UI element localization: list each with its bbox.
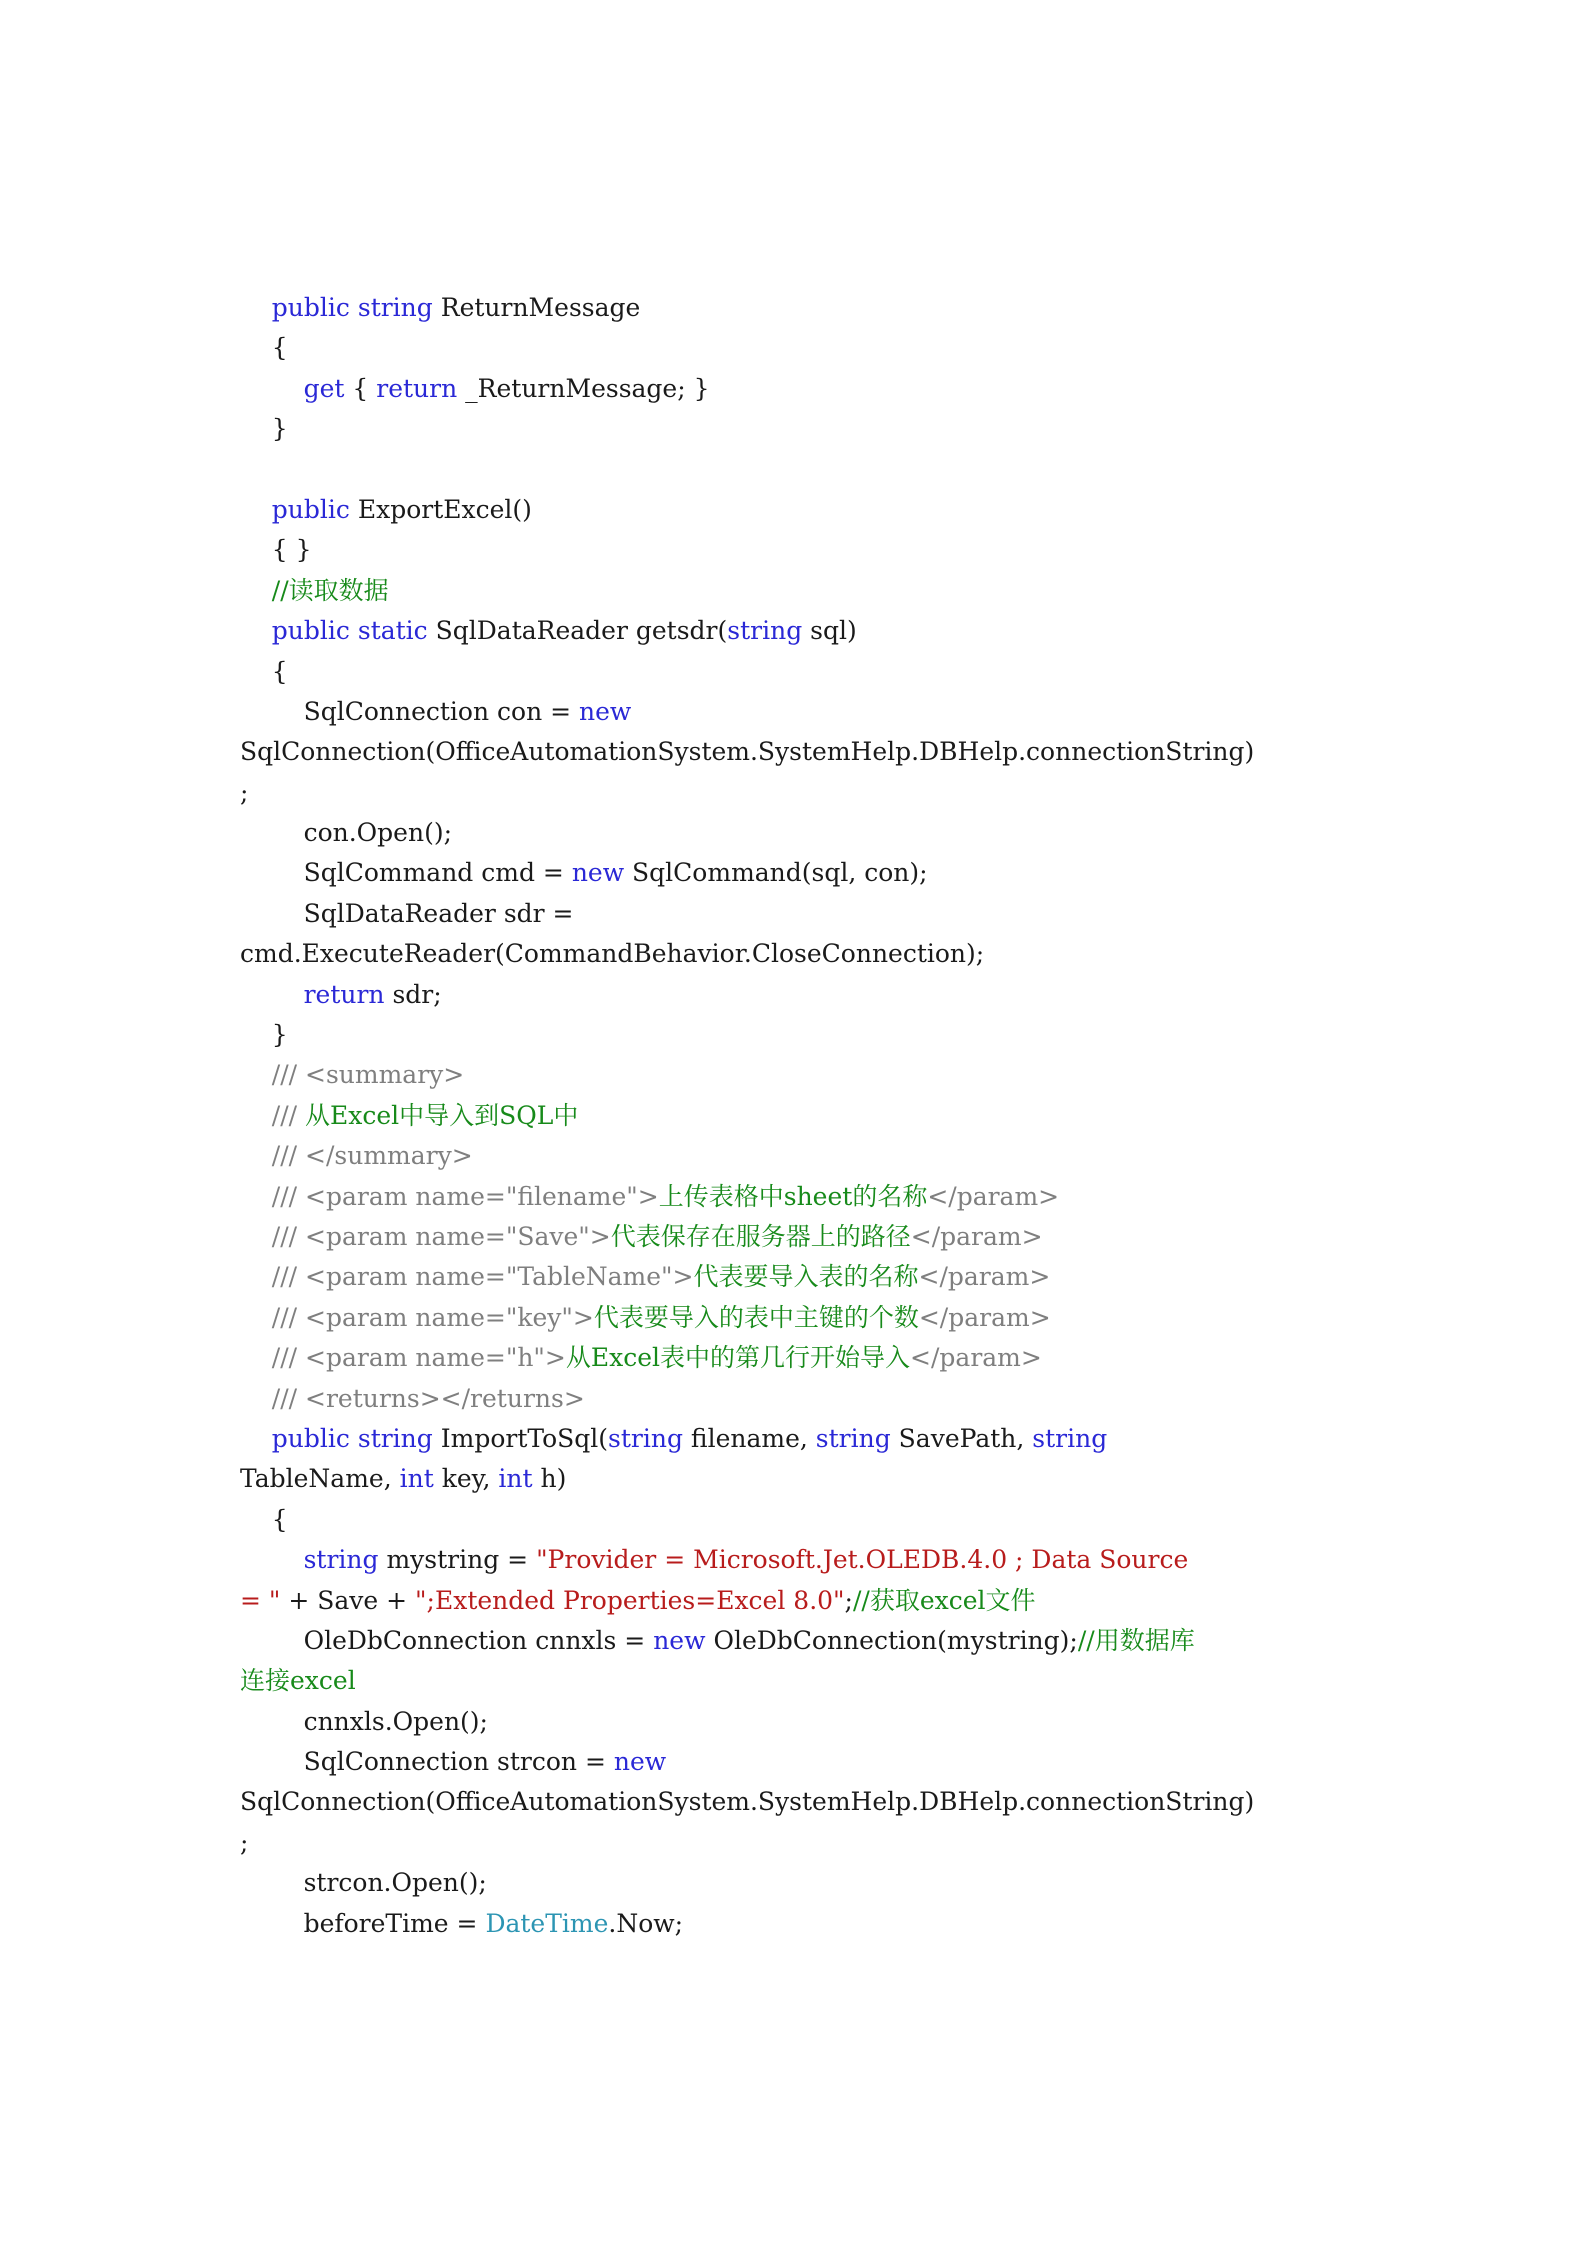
code-text: strcon.Open(); — [240, 1868, 487, 1898]
code-text: { } — [240, 535, 312, 565]
code-line — [240, 1257, 1370, 1297]
doc-comment-token: /// <summary> — [271, 1060, 465, 1090]
code-text: } — [240, 414, 288, 444]
code-text: TableName, — [240, 1464, 400, 1494]
code-line — [240, 975, 1370, 1015]
doc-comment-token: </param> — [918, 1262, 1051, 1292]
code-text — [350, 1424, 358, 1453]
code-text — [240, 1343, 272, 1372]
code-text: + Save + — [280, 1585, 416, 1615]
code-text — [240, 1141, 272, 1170]
code-line — [240, 1863, 1370, 1903]
code-line — [240, 611, 1370, 651]
doc-comment-token: /// <param name="filename"> — [271, 1181, 659, 1211]
keyword-token: int — [399, 1464, 434, 1494]
doc-comment-token: /// <returns></returns> — [271, 1383, 585, 1413]
code-text: mystring = — [378, 1545, 537, 1575]
code-text: key, — [433, 1464, 499, 1494]
code-line — [240, 1419, 1370, 1459]
keyword-token: return — [303, 979, 385, 1009]
comment-token: 代表保存在服务器上的路径 — [610, 1221, 911, 1251]
code-line — [240, 369, 1370, 409]
code-text — [350, 293, 358, 322]
code-text — [240, 293, 272, 322]
code-text: SqlCommand(sql, con); — [624, 858, 928, 888]
code-text — [240, 1262, 272, 1291]
comment-token: //读取数据 — [271, 575, 389, 605]
code-text: cnnxls.Open(); — [240, 1706, 488, 1736]
code-text: sdr; — [384, 979, 442, 1009]
code-text: ; — [240, 777, 249, 807]
code-text: sql) — [802, 616, 857, 646]
comment-token: 代表要导入表的名称 — [693, 1262, 919, 1292]
code-text — [240, 495, 272, 524]
keyword-token: get — [303, 373, 345, 403]
code-text — [240, 980, 304, 1009]
code-text: ImportToSql( — [432, 1423, 609, 1453]
keyword-token: public — [271, 494, 350, 524]
code-line — [240, 288, 1370, 328]
code-line — [240, 773, 1370, 813]
code-line — [240, 1500, 1370, 1540]
code-text: cmd.ExecuteReader(CommandBehavior.CloseConnection); — [240, 939, 985, 969]
code-line — [240, 1459, 1370, 1499]
code-line — [240, 853, 1370, 893]
code-text: beforeTime = — [240, 1908, 486, 1938]
comment-token: 上传表格中sheet的名称 — [658, 1181, 928, 1211]
code-text: SqlConnection(OfficeAutomationSystem.SystemHelp.DBHelp.connectionString) — [240, 737, 1255, 767]
code-text: h) — [532, 1464, 567, 1494]
code-text — [240, 1182, 272, 1211]
comment-token: //用数据库 — [1077, 1625, 1195, 1655]
string-token: "Provider = Microsoft.Jet.OLEDB.4.0 ; Data Source — [536, 1545, 1189, 1575]
code-line — [240, 692, 1370, 732]
comment-token: 连接excel — [240, 1666, 356, 1696]
code-line — [240, 934, 1370, 974]
code-text: .Now; — [608, 1908, 684, 1938]
doc-comment-token: </param> — [918, 1302, 1051, 1332]
code-text — [240, 1060, 272, 1089]
code-listing — [240, 288, 1370, 1944]
code-text: { — [344, 373, 377, 403]
code-line — [240, 530, 1370, 570]
code-text — [240, 1101, 272, 1130]
keyword-token: public — [271, 1423, 350, 1453]
code-text: SqlCommand cmd = — [240, 858, 572, 888]
keyword-token: string — [357, 293, 433, 322]
keyword-token: public — [271, 616, 350, 646]
keyword-token: string — [815, 1423, 891, 1453]
code-line — [240, 1702, 1370, 1742]
code-text — [240, 576, 272, 605]
keyword-token: static — [357, 616, 428, 646]
code-text: _ReturnMessage; } — [457, 373, 710, 403]
code-line — [240, 1338, 1370, 1378]
code-text: } — [240, 1020, 288, 1050]
comment-token: 从Excel表中的第几行开始导入 — [565, 1343, 911, 1373]
code-text: SqlConnection(OfficeAutomationSystem.SystemHelp.DBHelp.connectionString) — [240, 1787, 1255, 1817]
code-line — [240, 732, 1370, 772]
code-text: { — [240, 333, 288, 363]
code-text — [240, 374, 304, 403]
keyword-token: new — [571, 858, 625, 888]
code-line — [240, 1055, 1370, 1095]
code-line — [240, 1581, 1370, 1621]
code-line — [240, 1661, 1370, 1701]
keyword-token: string — [357, 1423, 433, 1453]
code-text: SqlDataReader getsdr( — [427, 616, 728, 646]
type-token: DateTime — [485, 1908, 609, 1938]
doc-comment-token: </param> — [910, 1343, 1042, 1373]
keyword-token: string — [727, 616, 803, 646]
code-text: ; — [844, 1585, 853, 1615]
code-text — [240, 1384, 272, 1413]
code-text: filename, — [682, 1423, 816, 1453]
code-line — [240, 571, 1370, 611]
code-line — [240, 1782, 1370, 1822]
code-line — [240, 813, 1370, 853]
doc-comment-token: </param> — [927, 1181, 1060, 1211]
code-text: OleDbConnection cnnxls = — [240, 1625, 654, 1655]
doc-comment-token: /// — [271, 1100, 306, 1130]
code-text — [240, 1303, 272, 1332]
keyword-token: string — [1032, 1423, 1108, 1453]
comment-token: //获取excel文件 — [852, 1585, 1036, 1615]
code-text: { — [240, 656, 288, 686]
comment-token: 从Excel中导入到SQL中 — [305, 1100, 579, 1130]
code-text: con.Open(); — [240, 818, 452, 848]
string-token: ";Extended Properties=Excel 8.0" — [415, 1585, 845, 1615]
code-text — [240, 1424, 272, 1453]
code-text: SavePath, — [890, 1423, 1033, 1453]
keyword-token: public — [271, 293, 350, 322]
doc-comment-token: /// <param name="Save"> — [271, 1221, 611, 1251]
string-token: = " — [240, 1585, 281, 1615]
code-line — [240, 1540, 1370, 1580]
doc-comment-token: /// <param name="TableName"> — [271, 1262, 694, 1292]
doc-comment-token: </param> — [910, 1221, 1043, 1251]
code-line — [240, 1298, 1370, 1338]
code-line — [240, 1823, 1370, 1863]
code-line — [240, 1217, 1370, 1257]
code-text: OleDbConnection(mystring); — [705, 1625, 1078, 1655]
code-text — [240, 616, 272, 645]
code-text: ReturnMessage — [432, 293, 641, 322]
code-line — [240, 1904, 1370, 1944]
keyword-token: new — [613, 1747, 667, 1777]
code-line — [240, 1015, 1370, 1055]
code-text: SqlConnection con = — [240, 696, 580, 726]
code-line — [240, 894, 1370, 934]
keyword-token: return — [376, 373, 458, 403]
keyword-token: new — [579, 696, 632, 726]
doc-comment-token: /// <param name="h"> — [271, 1343, 566, 1373]
code-text — [240, 1545, 304, 1574]
doc-comment-token: /// <param name="key"> — [271, 1302, 594, 1332]
keyword-token: string — [303, 1545, 379, 1575]
code-text: { — [240, 1504, 288, 1534]
code-line — [240, 490, 1370, 530]
code-line — [240, 1096, 1370, 1136]
code-line — [240, 409, 1370, 449]
code-line — [240, 450, 1370, 490]
code-line — [240, 1177, 1370, 1217]
doc-comment-token: /// </summary> — [271, 1141, 473, 1171]
code-line — [240, 652, 1370, 692]
code-line — [240, 1136, 1370, 1176]
code-line — [240, 1379, 1370, 1419]
code-text: ExportExcel() — [349, 494, 532, 524]
keyword-token: string — [608, 1423, 683, 1453]
comment-token: 代表要导入的表中主键的个数 — [593, 1302, 919, 1332]
code-text — [350, 616, 358, 645]
code-text — [240, 1222, 272, 1251]
code-line — [240, 328, 1370, 368]
code-line — [240, 1621, 1370, 1661]
code-text: ; — [240, 1827, 249, 1857]
code-text: SqlConnection strcon = — [240, 1747, 614, 1777]
code-line — [240, 1742, 1370, 1782]
keyword-token: new — [653, 1625, 706, 1655]
keyword-token: int — [498, 1464, 533, 1494]
code-text: SqlDataReader sdr = — [240, 898, 574, 928]
